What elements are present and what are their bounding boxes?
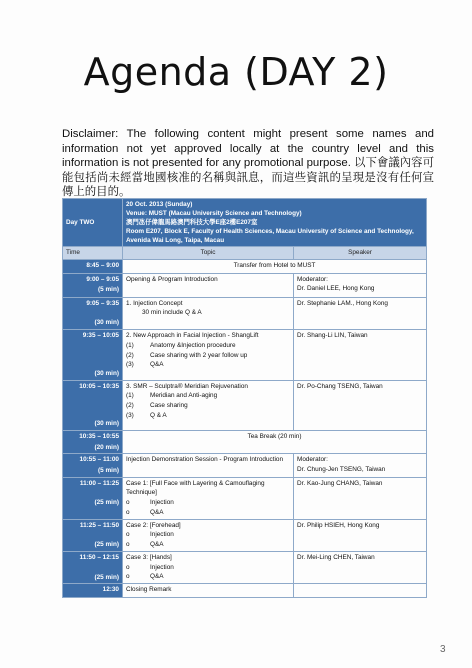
topic-cell bbox=[123, 330, 294, 380]
topic-title: Case 2: [Forehead] bbox=[126, 521, 181, 529]
speaker-line: Dr. Po-Chang TSENG, Taiwan bbox=[297, 382, 383, 390]
topic-cell bbox=[123, 584, 294, 598]
topic-subitem bbox=[126, 360, 290, 370]
agenda-header-row bbox=[63, 199, 427, 247]
subitem-text: Q&A bbox=[150, 361, 164, 369]
time-range: 9:00 – 9:05 bbox=[86, 275, 119, 283]
time-cell bbox=[63, 430, 123, 453]
topic-cell bbox=[123, 380, 294, 430]
agenda-row bbox=[63, 477, 427, 519]
time-cell bbox=[63, 330, 123, 380]
venue-name-zh: 澳門氹仔偉龍馬路澳門科技大學E座2樓E207室 bbox=[126, 219, 258, 226]
speaker-line: Dr. Kao-Jung CHANG, Taiwan bbox=[297, 479, 383, 487]
time-range: 10:05 – 10:35 bbox=[79, 382, 119, 390]
subitem-marker: o bbox=[126, 508, 130, 516]
time-cell bbox=[63, 477, 123, 519]
speaker-cell bbox=[294, 454, 427, 477]
agenda-row bbox=[63, 584, 427, 598]
topic-title: Opening & Program Introduction bbox=[126, 275, 218, 283]
subitem-marker: o bbox=[126, 499, 130, 507]
subitem-text: Q&A bbox=[150, 540, 164, 548]
agenda-row bbox=[63, 273, 427, 297]
speaker-cell bbox=[294, 584, 427, 598]
topic-cell bbox=[123, 519, 294, 551]
subitem-text: Q&A bbox=[150, 573, 164, 581]
subitem-text: Injection bbox=[150, 531, 174, 539]
time-range: 9:05 – 9:35 bbox=[86, 299, 119, 307]
session-full: Tea Break (20 min) bbox=[123, 430, 427, 453]
agenda-row bbox=[63, 551, 427, 583]
topic-subitem bbox=[126, 508, 290, 518]
topic-subitem bbox=[126, 572, 290, 582]
session-full: Transfer from Hotel to MUST bbox=[123, 259, 427, 273]
topic-title: Case 1: [Full Face with Layering & Camouflaging Technique] bbox=[126, 479, 265, 497]
subitem-marker: (1) bbox=[126, 392, 134, 400]
speaker-cell bbox=[294, 551, 427, 583]
subitem-marker: o bbox=[126, 573, 130, 581]
speaker-line: Moderator: bbox=[297, 275, 328, 283]
topic-cell bbox=[123, 297, 294, 329]
subitem-text: Q&A bbox=[150, 508, 164, 516]
speaker-cell bbox=[294, 273, 427, 297]
topic-cell bbox=[123, 454, 294, 477]
time-cell bbox=[63, 273, 123, 297]
speaker-line: Dr. Mei-Ling CHEN, Taiwan bbox=[297, 553, 375, 561]
topic-subitem bbox=[126, 540, 290, 550]
subitem-text: 30 min include Q & A bbox=[142, 309, 202, 317]
topic-subitem bbox=[126, 411, 290, 421]
speaker-cell bbox=[294, 380, 427, 430]
subitem-marker: (3) bbox=[126, 361, 134, 369]
time-cell bbox=[63, 259, 123, 273]
speaker-line: Dr. Shang-Li LIN, Taiwan bbox=[297, 332, 368, 340]
column-header-row bbox=[63, 247, 427, 260]
topic-title: 1. Injection Concept bbox=[126, 299, 183, 307]
disclaimer-text: Disclaimer: The following content might present some names and information not yet approved locally at the country level and this information is not presented for any promotional purpose. 以下會議內容可能包括尚未經當地國核准的名稱與訊息，而這些資訊的呈現是沒有任何宣傳上的目的。 bbox=[62, 128, 434, 198]
agenda-row bbox=[63, 519, 427, 551]
time-range: 10:55 – 11:00 bbox=[79, 456, 119, 464]
venue-info bbox=[123, 199, 427, 247]
time-cell bbox=[63, 551, 123, 583]
subitem-text: Meridian and Anti-aging bbox=[150, 392, 218, 400]
speaker-line: Dr. Daniel LEE, Hong Kong bbox=[297, 285, 375, 293]
column-header-topic: Topic bbox=[123, 247, 294, 260]
speaker-line: Moderator: bbox=[297, 456, 328, 464]
duration: (25 min) bbox=[94, 573, 119, 581]
topic-subitem bbox=[126, 563, 290, 573]
agenda-row bbox=[63, 330, 427, 380]
subitem-marker: (2) bbox=[126, 401, 134, 409]
subitem-marker: (2) bbox=[126, 351, 134, 359]
page-number: 3 bbox=[440, 644, 446, 655]
column-header-speaker: Speaker bbox=[294, 247, 427, 260]
agenda-row bbox=[63, 430, 427, 453]
topic-title: Closing Remark bbox=[126, 586, 172, 594]
speaker-cell bbox=[294, 330, 427, 380]
speaker-cell bbox=[294, 477, 427, 519]
speaker-cell bbox=[294, 297, 427, 329]
subitem-text: Injection bbox=[150, 499, 174, 507]
duration: (25 min) bbox=[94, 499, 119, 507]
topic-subitem bbox=[126, 351, 290, 361]
topic-title: 2. New Approach in Facial Injection - ShangLift bbox=[126, 332, 259, 340]
topic-title: Case 3: [Hands] bbox=[126, 553, 172, 561]
time-range: 11:50 – 12:15 bbox=[79, 553, 119, 561]
topic-cell bbox=[123, 551, 294, 583]
duration: (30 min) bbox=[94, 319, 119, 327]
speaker-line: Dr. Chung-Jen TSENG, Taiwan bbox=[297, 466, 386, 474]
subitem-marker: o bbox=[126, 563, 130, 571]
subitem-marker: (1) bbox=[126, 341, 134, 349]
duration: (30 min) bbox=[94, 420, 119, 428]
topic-subitem bbox=[126, 498, 290, 508]
topic-subitem bbox=[126, 308, 290, 318]
duration: (25 min) bbox=[94, 541, 119, 549]
duration: (5 min) bbox=[98, 286, 119, 294]
duration: (20 min) bbox=[94, 443, 119, 451]
topic-subitem bbox=[126, 391, 290, 401]
subitem-text: Anatomy &Injection procedure bbox=[150, 341, 236, 349]
topic-title: Injection Demonstration Session - Program Introduction bbox=[126, 456, 284, 464]
day-label: Day TWO bbox=[63, 199, 123, 247]
topic-subitem bbox=[126, 401, 290, 411]
subitem-text: Case sharing with 2 year follow up bbox=[150, 351, 248, 359]
subitem-text: Injection bbox=[150, 563, 174, 571]
agenda-row bbox=[63, 259, 427, 273]
time-range: 8:45 – 9:00 bbox=[86, 261, 119, 269]
topic-cell bbox=[123, 477, 294, 519]
subitem-marker: o bbox=[126, 540, 130, 548]
topic-title: 3. SMR – Sculptra® Meridian Rejuvenation bbox=[126, 382, 248, 390]
time-range: 11:00 – 11:25 bbox=[79, 479, 119, 487]
event-date: 20 Oct. 2013 (Sunday) bbox=[126, 201, 193, 208]
subitem-marker: o bbox=[126, 531, 130, 539]
time-range: 12:30 bbox=[102, 586, 119, 594]
time-cell bbox=[63, 519, 123, 551]
topic-cell bbox=[123, 273, 294, 297]
duration: (30 min) bbox=[94, 369, 119, 377]
time-cell bbox=[63, 454, 123, 477]
time-range: 10:35 – 10:55 bbox=[79, 432, 119, 440]
subitem-text: Q & A bbox=[150, 411, 167, 419]
topic-subitem bbox=[126, 341, 290, 351]
topic-subitem bbox=[126, 530, 290, 540]
speaker-cell bbox=[294, 519, 427, 551]
speaker-line: Dr. Philip HSIEH, Hong Kong bbox=[297, 521, 380, 529]
subitem-text: Case sharing bbox=[150, 401, 188, 409]
time-cell bbox=[63, 297, 123, 329]
agenda-row bbox=[63, 454, 427, 477]
time-range: 9:35 – 10:05 bbox=[82, 332, 119, 340]
time-range: 11:25 – 11:50 bbox=[79, 521, 119, 529]
agenda-table bbox=[62, 198, 427, 598]
speaker-line: Dr. Stephanie LAM., Hong Kong bbox=[297, 299, 388, 307]
duration: (5 min) bbox=[98, 467, 119, 475]
time-cell bbox=[63, 380, 123, 430]
page-title: Agenda (DAY 2) bbox=[83, 50, 389, 94]
venue-name: Venue: MUST (Macau University Science and Technology) bbox=[126, 210, 302, 217]
venue-room: Room E207, Block E, Faculty of Health Sciences, Macau University of Science and Technology, Avenida Wai Long, Taipa, Macau bbox=[126, 228, 414, 244]
column-header-time: Time bbox=[63, 247, 123, 260]
time-cell bbox=[63, 584, 123, 598]
agenda-row bbox=[63, 380, 427, 430]
agenda-row bbox=[63, 297, 427, 329]
subitem-marker: (3) bbox=[126, 411, 134, 419]
